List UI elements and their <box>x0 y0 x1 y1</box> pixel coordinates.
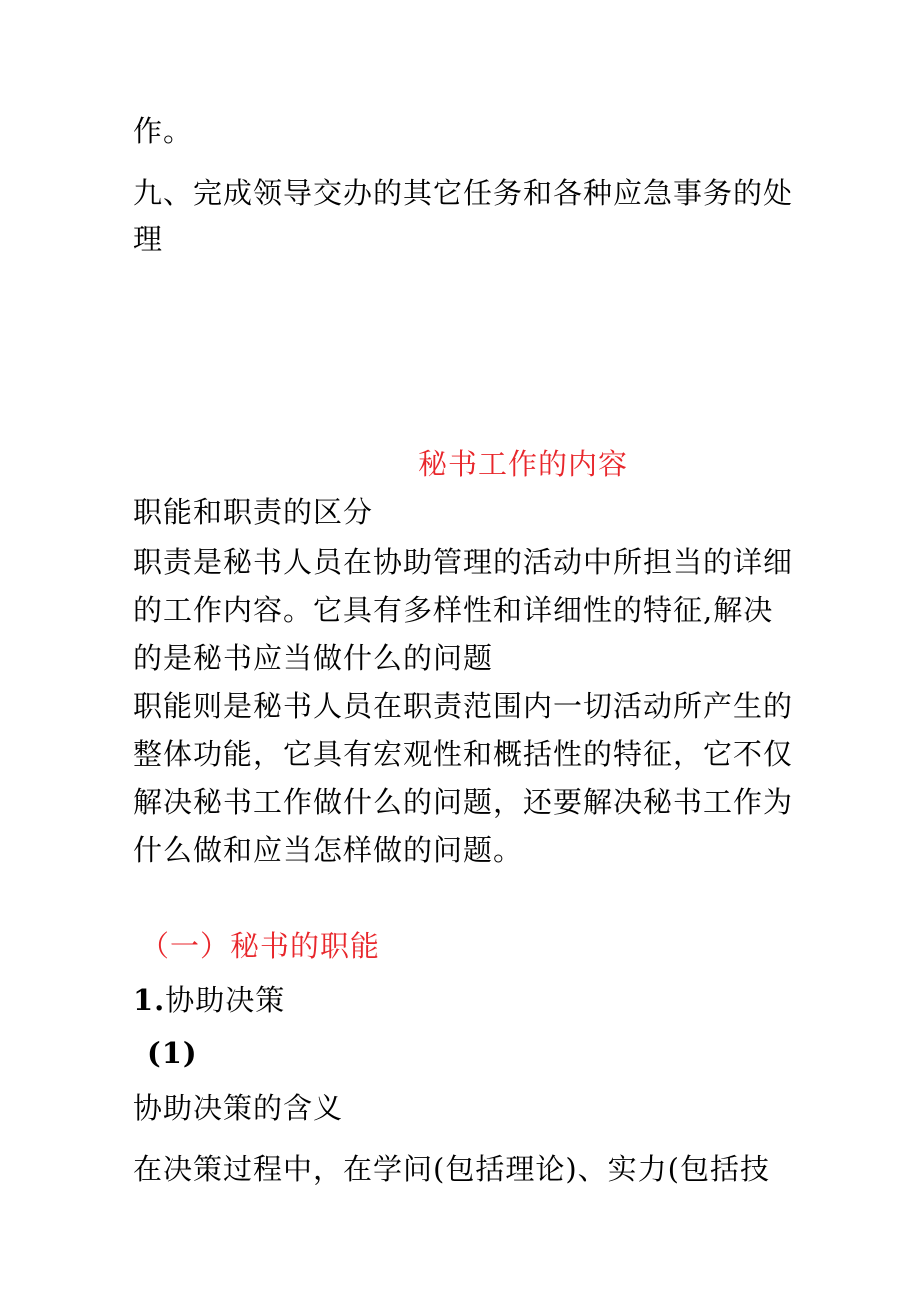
previous-paragraph-end: 作。 <box>133 114 194 148</box>
item-1-text: 协助决策 <box>165 983 286 1017</box>
item-1-heading <box>133 983 285 1017</box>
subheading-duty-vs-function: 职能和职责的区分 <box>133 495 374 529</box>
paragraph-duty-line-1: 职责是秘书人员在协助管理的活动中所担当的详细 <box>133 545 794 579</box>
sub-item-number: (1) <box>147 1036 198 1070</box>
paragraph-function-line-2: 整体功能，它具有宏观性和概括性的特征，它不仅 <box>133 737 794 771</box>
meaning-heading: 协助决策的含义 <box>133 1091 344 1125</box>
section-title: 秘书工作的内容 <box>418 447 629 481</box>
item-1-number: 1. <box>133 983 166 1017</box>
paragraph-function-line-4: 什么做和应当怎样做的问题。 <box>133 833 524 867</box>
part-heading: （一）秘书的职能 <box>140 929 381 963</box>
item-9-line-2: 理 <box>133 222 164 256</box>
paragraph-decision-line-1: 在决策过程中，在学问(包括理论)、实力(包括技 <box>133 1152 770 1186</box>
paragraph-duty-line-2: 的工作内容。它具有多样性和详细性的特征,解决 <box>133 593 774 627</box>
paragraph-function-line-3: 解决秘书工作做什么的问题，还要解决秘书工作为 <box>133 785 794 819</box>
paragraph-function-line-1: 职能则是秘书人员在职责范围内一切活动所产生的 <box>133 689 794 723</box>
paragraph-duty-line-3: 的是秘书应当做什么的问题 <box>133 641 494 675</box>
item-9-line-1: 九、完成领导交办的其它任务和各种应急事务的处 <box>133 176 794 210</box>
